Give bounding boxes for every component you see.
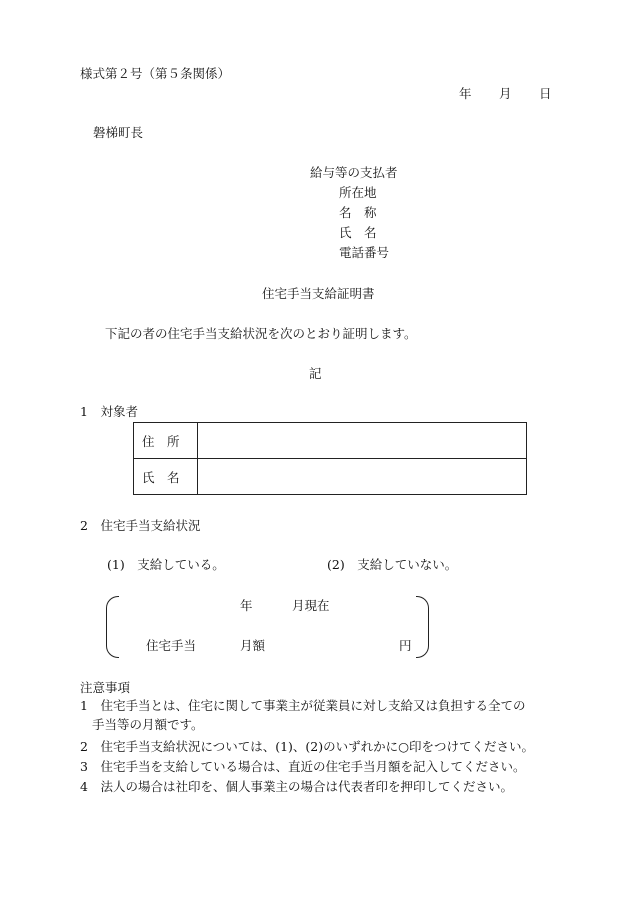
table-row (134, 459, 527, 495)
as-of-year-label: 年 (240, 598, 253, 613)
address-label: 住 所 (134, 423, 198, 459)
date-year-label: 年 (459, 86, 472, 101)
date-day-label: 日 (539, 86, 552, 101)
note-item: 2 住宅手当支給状況については、(1)、(2)のいずれかに○印をつけてください。 (80, 739, 535, 754)
option-not-paying[interactable]: (2) 支給していない。 (327, 557, 458, 572)
note-item: 3 住宅手当を支給している場合は、直近の住宅手当月額を記入してください。 (80, 759, 526, 774)
allowance-label: 住宅手当 (146, 638, 197, 653)
left-bracket (106, 596, 119, 658)
notes-heading: 注意事項 (80, 680, 131, 695)
note-item: 4 法人の場合は社印を、個人事業主の場合は代表者印を押印してください。 (80, 779, 513, 794)
note-item: 手当等の月額です。 (92, 717, 204, 732)
payer-address-label: 所在地 (339, 185, 377, 200)
date-month-label: 月 (499, 86, 512, 101)
table-row (134, 423, 527, 459)
payer-phone-label: 電話番号 (339, 245, 390, 260)
form-number: 様式第２号（第５条関係） (80, 66, 231, 81)
right-bracket (416, 596, 429, 658)
yen-label: 円 (399, 638, 412, 653)
section2-heading: 2 住宅手当支給状況 (80, 518, 201, 533)
option-paying[interactable]: (1) 支給している。 (107, 557, 225, 572)
as-of-month-label: 月現在 (292, 598, 330, 613)
monthly-amount-label: 月額 (240, 638, 266, 653)
note-item: 1 住宅手当とは、住宅に関して事業主が従業員に対し支給又は負担する全ての (80, 698, 526, 713)
name-field[interactable] (198, 459, 527, 495)
payer-title: 給与等の支払者 (310, 165, 398, 180)
document-title: 住宅手当支給証明書 (262, 286, 375, 301)
address-field[interactable] (198, 423, 527, 459)
recipient: 磐梯町長 (93, 125, 144, 140)
name-label: 氏 名 (134, 459, 198, 495)
section1-heading: 1 対象者 (80, 404, 138, 419)
payer-person-label: 氏 名 (339, 225, 377, 240)
ki-label: 記 (309, 366, 322, 381)
intro-text: 下記の者の住宅手当支給状況を次のとおり証明します。 (105, 326, 417, 341)
payer-name-label: 名 称 (339, 205, 377, 220)
subject-table (133, 422, 527, 495)
